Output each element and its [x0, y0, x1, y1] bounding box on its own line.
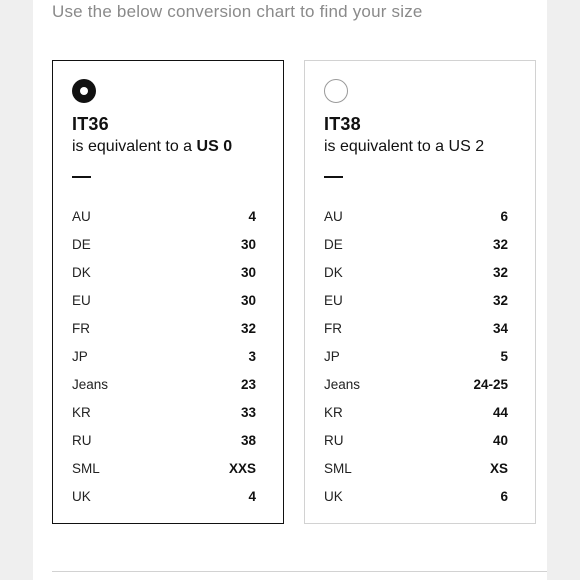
region-size-value: 30	[240, 293, 256, 308]
size-conversion-panel	[33, 0, 547, 580]
region-size-value: 4	[248, 489, 256, 504]
region-size-value: XXS	[228, 461, 256, 476]
radio-unselected-icon[interactable]	[324, 79, 348, 103]
region-label: JP	[72, 349, 88, 364]
conversion-row	[324, 371, 508, 399]
instruction-text: Use the below conversion chart to find your size	[52, 2, 423, 21]
region-label: RU	[72, 433, 92, 448]
region-size-value: 4	[248, 209, 256, 224]
conversion-table	[72, 203, 256, 511]
region-size-value: 32	[492, 237, 508, 252]
conversion-row	[324, 315, 508, 343]
conversion-row	[72, 483, 256, 511]
region-size-value: 40	[492, 433, 508, 448]
conversion-row	[72, 427, 256, 455]
region-label: AU	[72, 209, 91, 224]
region-label: KR	[72, 405, 91, 420]
region-label: EU	[324, 293, 343, 308]
region-size-value: 6	[500, 209, 508, 224]
region-label: AU	[324, 209, 343, 224]
divider-dash	[324, 176, 343, 178]
region-size-value: 6	[500, 489, 508, 504]
region-size-value: 30	[240, 265, 256, 280]
conversion-row	[324, 343, 508, 371]
region-label: FR	[72, 321, 90, 336]
region-label: EU	[72, 293, 91, 308]
region-size-value: 33	[240, 405, 256, 420]
radio-selected-icon[interactable]	[72, 79, 96, 103]
conversion-row	[72, 231, 256, 259]
region-label: DK	[324, 265, 343, 280]
region-label: UK	[72, 489, 91, 504]
conversion-row	[72, 343, 256, 371]
us-size-value: US 0	[196, 138, 233, 155]
equivalent-label: is equivalent to a	[72, 138, 197, 155]
region-label: UK	[324, 489, 343, 504]
region-size-value: 32	[240, 321, 256, 336]
us-equivalent	[324, 138, 484, 156]
conversion-row	[324, 287, 508, 315]
region-size-value: 5	[500, 349, 508, 364]
conversion-row	[72, 203, 256, 231]
region-label: Jeans	[324, 377, 361, 392]
conversion-row	[324, 231, 508, 259]
region-label: Jeans	[72, 377, 109, 392]
region-size-value: 38	[240, 433, 256, 448]
conversion-row	[72, 371, 256, 399]
region-label: DE	[324, 237, 343, 252]
conversion-row	[324, 203, 508, 231]
size-cards	[52, 60, 547, 525]
conversion-table	[324, 203, 508, 511]
size-card-it36[interactable]	[52, 60, 284, 524]
conversion-row	[72, 399, 256, 427]
us-equivalent	[72, 138, 232, 156]
region-label: JP	[324, 349, 340, 364]
conversion-row	[72, 455, 256, 483]
conversion-row	[324, 455, 508, 483]
region-label: SML	[324, 461, 352, 476]
region-size-value: XS	[489, 461, 508, 476]
region-label: KR	[324, 405, 343, 420]
region-size-value: 23	[240, 377, 256, 392]
region-size-value: 32	[492, 293, 508, 308]
us-size-value: US 2	[448, 138, 485, 155]
region-label: FR	[324, 321, 342, 336]
bottom-divider	[52, 571, 547, 572]
conversion-row	[324, 259, 508, 287]
region-size-value: 44	[492, 405, 508, 420]
region-size-value: 32	[492, 265, 508, 280]
conversion-row	[72, 315, 256, 343]
conversion-row	[324, 483, 508, 511]
region-label: SML	[72, 461, 100, 476]
conversion-row	[72, 259, 256, 287]
size-code: IT36	[72, 114, 109, 134]
region-size-value: 34	[492, 321, 508, 336]
region-size-value: 3	[248, 349, 256, 364]
region-label: DE	[72, 237, 91, 252]
equivalent-label: is equivalent to a	[324, 138, 449, 155]
region-label: DK	[72, 265, 91, 280]
conversion-row	[324, 427, 508, 455]
region-size-value: 30	[240, 237, 256, 252]
conversion-row	[72, 287, 256, 315]
size-card-it38[interactable]	[304, 60, 536, 524]
size-code: IT38	[324, 114, 361, 134]
divider-dash	[72, 176, 91, 178]
region-size-value: 24-25	[473, 377, 508, 392]
region-label: RU	[324, 433, 344, 448]
conversion-row	[324, 399, 508, 427]
